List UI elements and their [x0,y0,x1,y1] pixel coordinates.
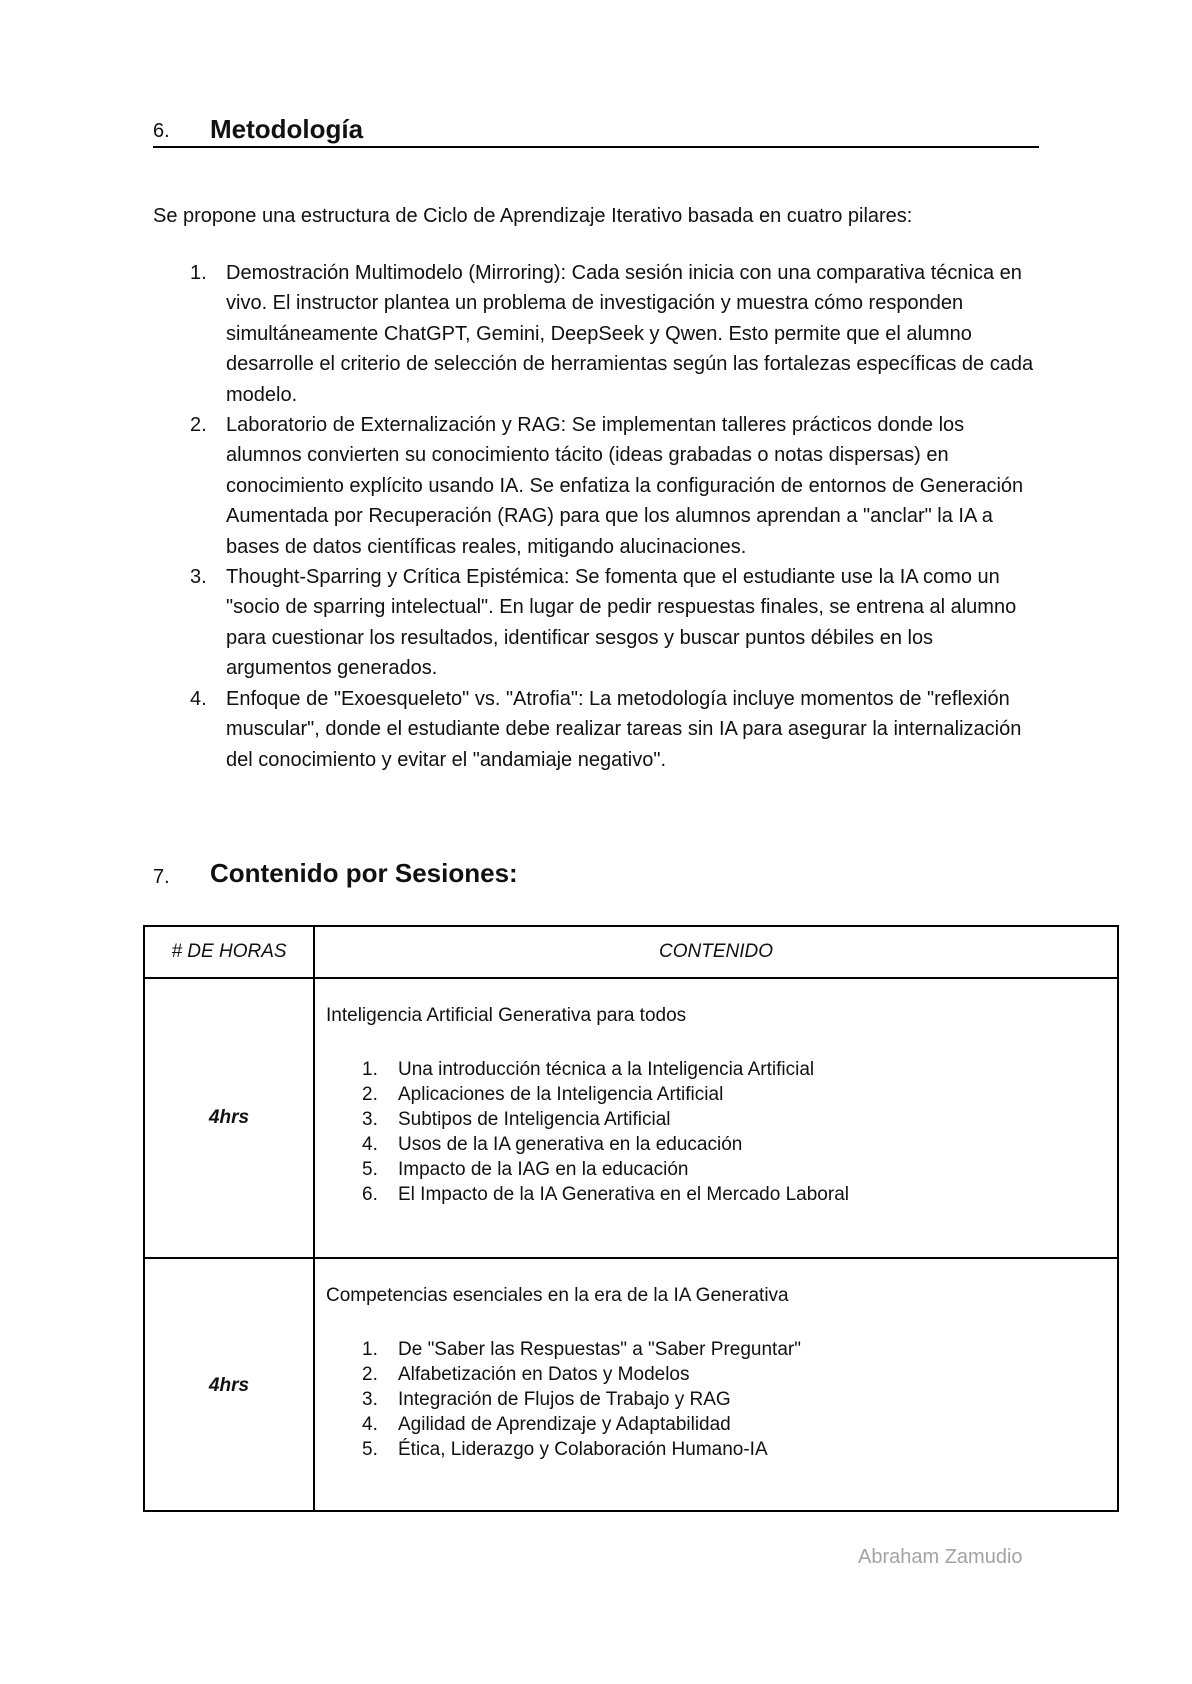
list-number: 3. [190,566,207,589]
section-number: 6. [153,120,170,142]
list-number: 2. [362,1364,378,1385]
methodology-list [153,258,1043,775]
session-topics-list [326,1057,849,1207]
section-title: Contenido por Sesiones: [210,858,518,888]
hours-cell [145,979,315,1257]
hours-value: 4hrs [208,1374,250,1396]
list-item [153,562,1043,684]
list-number: 3. [362,1389,378,1410]
intro-paragraph: Se propone una estructura de Ciclo de Aprendizaje Iterativo basada en cuatro pilares: [153,205,913,227]
list-item-text: De "Saber las Respuestas" a "Saber Preguntar" [398,1339,801,1360]
list-number: 5. [362,1439,378,1460]
list-item-text: Alfabetización en Datos y Modelos [398,1364,690,1385]
list-item [326,1082,849,1107]
session-topics-list [326,1337,801,1462]
list-item [326,1182,849,1207]
list-item [326,1362,801,1387]
list-item [326,1337,801,1362]
list-item-text: El Impacto de la IA Generativa en el Mercado Laboral [398,1184,849,1205]
list-item [153,410,1043,562]
content-cell [315,1259,1117,1512]
section-title: Metodología [210,114,364,144]
list-number: 1. [362,1339,378,1360]
table-header-row [145,927,1117,979]
sessions-table [143,925,1119,1512]
list-item [326,1157,849,1182]
list-item-text: Aplicaciones de la Inteligencia Artificial [398,1084,724,1105]
list-item-text: Subtipos de Inteligencia Artificial [398,1109,671,1130]
list-item-text: Usos de la IA generativa en la educación [398,1134,743,1155]
header-hours-label: # DE HORAS [171,941,287,962]
list-number: 6. [362,1184,378,1205]
list-item [326,1437,801,1462]
section-divider [153,146,1039,148]
header-content-label: CONTENIDO [659,941,773,962]
session-title: Inteligencia Artificial Generativa para todos [326,1005,687,1026]
list-number: 1. [190,262,207,284]
list-number: 2. [362,1084,378,1105]
header-cell-content [315,927,1117,977]
list-item-text: Laboratorio de Externalización y RAG: Se implementan talleres prácticos donde los alumnos convierten su conocimiento tácito (ideas grabadas o notas dispersas) en conocimiento explícito usando IA. Se enfatiza la configuración de entornos de Generación Aumentada por Recuperación (RAG) para que los alumnos aprendan a "anclar" la IA a bases de datos científicas reales, mitigando alucinaciones. [226,414,1024,558]
list-item-text: Agilidad de Aprendizaje y Adaptabilidad [398,1414,731,1435]
list-item-text: Impacto de la IAG en la educación [398,1159,689,1180]
list-item [153,684,1043,775]
list-number: 4. [362,1414,378,1435]
hours-cell [145,1259,315,1512]
list-item-text: Ética, Liderazgo y Colaboración Humano-IA [398,1439,768,1460]
footer-author: Abraham Zamudio [858,1546,1023,1568]
list-item-text: Integración de Flujos de Trabajo y RAG [398,1389,731,1410]
list-item [326,1412,801,1437]
content-cell [315,979,1117,1257]
list-number: 5. [362,1159,378,1180]
table-row [145,979,1117,1259]
list-item-text: Demostración Multimodelo (Mirroring): Cada sesión inicia con una comparativa técnica en vivo. El instructor plantea un problema de investigación y muestra cómo responden simultáneamente ChatGPT, Gemini, DeepSeek y Qwen. Esto permite que el alumno desarrolle el criterio de selección de herramientas según las fortalezas específicas de cada modelo. [226,262,1034,406]
section-number: 7. [153,866,170,888]
list-item-text: Una introducción técnica a la Inteligencia Artificial [398,1059,815,1080]
list-item [326,1387,801,1412]
list-item [326,1107,849,1132]
session-title: Competencias esenciales en la era de la IA Generativa [326,1285,789,1306]
list-number: 1. [362,1059,378,1080]
list-number: 4. [362,1134,378,1155]
list-item [326,1132,849,1157]
list-number: 2. [190,414,207,437]
list-item [153,258,1043,410]
header-cell-hours [145,927,315,977]
hours-value: 4hrs [208,1107,250,1128]
list-number: 4. [190,687,207,710]
list-item [326,1057,849,1082]
list-item-text: Thought-Sparring y Crítica Epistémica: Se fomenta que el estudiante use la IA como un "socio de sparring intelectual". En lugar de pedir respuestas finales, se entrena al alumno para cuestionar los resultados, identificar sesgos y buscar puntos débiles en los argumentos generados. [226,566,1017,680]
list-number: 3. [362,1109,378,1130]
list-item-text: Enfoque de "Exoesqueleto" vs. "Atrofia": La metodología incluye momentos de "reflexión muscular", donde el estudiante debe realizar tareas sin IA para asegurar la internalización del conocimiento y evitar el "andamiaje negativo". [226,687,1022,771]
table-row [145,1259,1117,1512]
